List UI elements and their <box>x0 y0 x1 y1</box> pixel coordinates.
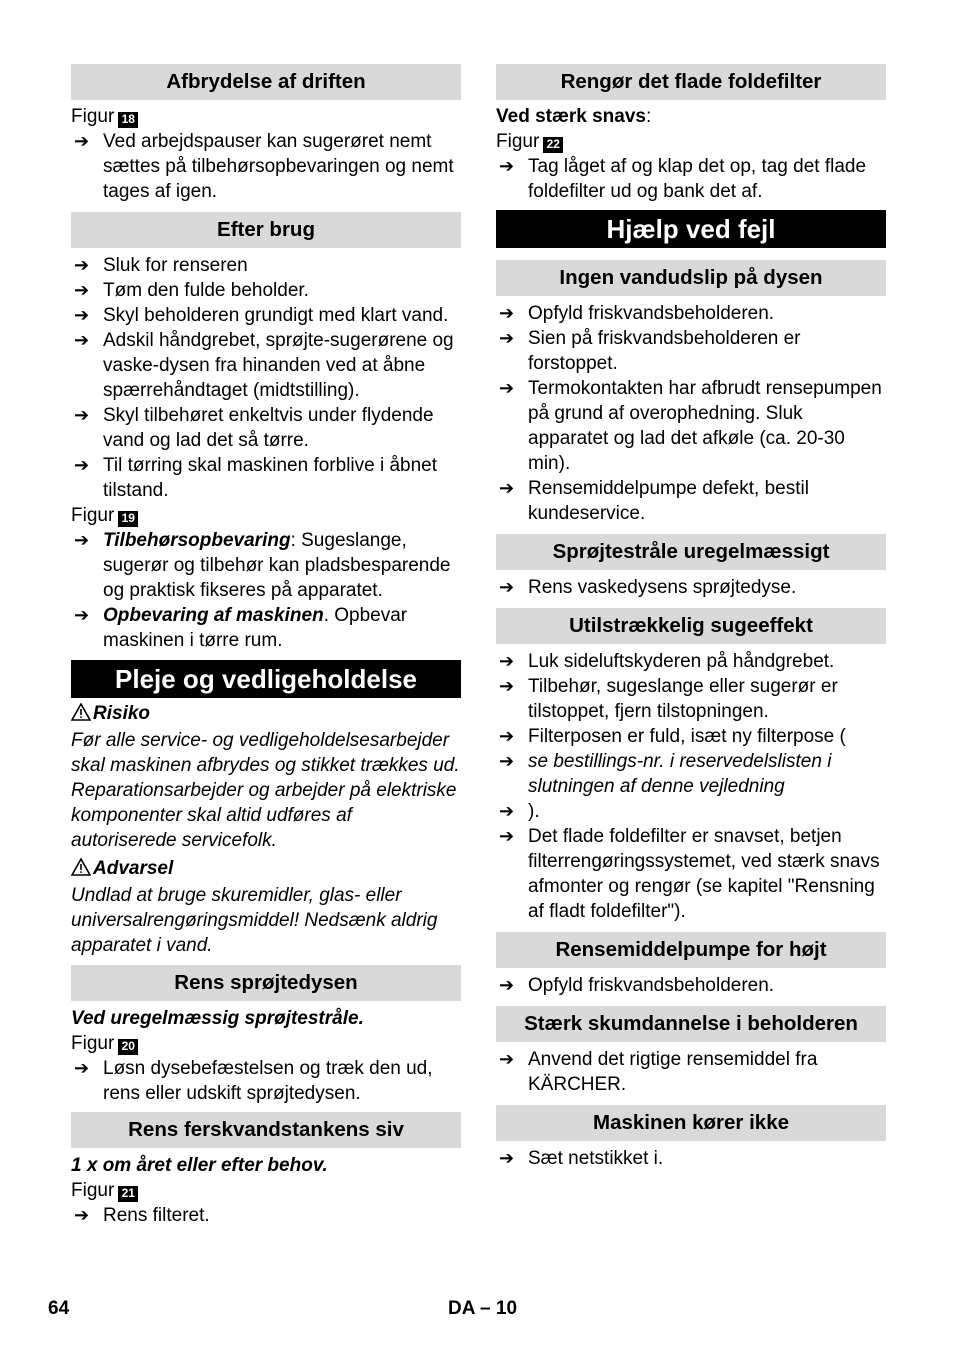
arrow-icon: ➔ <box>74 305 90 325</box>
list-item-text: Luk sideluftskyderen på håndgrebet. <box>528 651 835 672</box>
chapter-heading-pleje: Pleje og vedligeholdelse <box>71 660 461 698</box>
list-item <box>71 453 461 503</box>
figure-number-icon: 18 <box>118 112 138 128</box>
section-intro: 1 x om året eller efter behov. <box>71 1155 328 1176</box>
section-intro <box>496 104 886 129</box>
list-item <box>496 824 886 924</box>
intro-bold: Ved stærk snavs <box>496 106 646 127</box>
list-item-text: Filterposen er fuld, isæt ny filterpose ( <box>528 726 846 747</box>
list-item-text: Opfyld friskvandsbeholderen. <box>528 975 775 996</box>
list-item-text: Tøm den fulde beholder. <box>103 280 309 301</box>
section-heading-sugeeffekt: Utilstrækkelig sugeeffekt <box>496 608 886 644</box>
section-intro: Ved uregelmæssig sprøjtestråle. <box>71 1008 364 1029</box>
language-code: DA <box>448 1298 475 1319</box>
arrow-icon: ➔ <box>499 328 515 348</box>
list-item <box>496 749 886 799</box>
warning-triangle-icon <box>71 703 93 728</box>
risiko-label: Risiko <box>93 703 151 724</box>
page-locale <box>448 1298 517 1320</box>
list-item <box>496 1047 886 1097</box>
section-heading-efter-brug: Efter brug <box>71 212 461 248</box>
list-item <box>71 603 461 653</box>
list-item <box>496 973 886 998</box>
list-item <box>496 476 886 526</box>
arrow-icon: ➔ <box>74 605 90 625</box>
figure-number-icon: 19 <box>118 511 138 527</box>
figure-label: Figur <box>71 106 115 127</box>
list-item-text: Rensemiddelpumpe defekt, bestil kundeservice. <box>528 478 809 524</box>
list-item-text: Det flade foldefilter er snavset, betjen filterrengøringssystemet, ved stærk snavs afmonter og rengør (se kapitel "Rensning af fladt foldefilter"). <box>528 826 880 922</box>
figure-ref <box>71 1031 461 1056</box>
list-item <box>496 1146 886 1171</box>
list-item <box>71 278 461 303</box>
figure-label: Figur <box>71 505 115 526</box>
list-item <box>71 403 461 453</box>
list-item-text: Rens vaskedysens sprøjtedyse. <box>528 577 797 598</box>
list-item-text: : Sugeslange, sugerør og tilbehør kan pladsbesparende og praktisk fikseres på apparatet. <box>103 530 451 601</box>
list-item-text: Termokontakten har afbrudt rensepumpen på grund af overophedning. Sluk apparatet og lad det afkøle (ca. 20-30 min). <box>528 378 882 474</box>
list-item-text: Til tørring skal maskinen forblive i åbnet tilstand. <box>103 455 438 501</box>
arrow-icon: ➔ <box>74 1205 90 1225</box>
list-item-text: Tag låget af og klap det op, tag det flade foldefilter ud og bank det af. <box>528 156 867 202</box>
list-item-text: Opfyld friskvandsbeholderen. <box>528 303 775 324</box>
right-column <box>496 64 886 1171</box>
list-item <box>71 129 461 204</box>
figure-number-icon: 22 <box>543 137 563 153</box>
arrow-icon: ➔ <box>74 1058 90 1078</box>
warning-triangle-icon <box>71 858 93 883</box>
list-item <box>71 1203 461 1228</box>
list-item-text: Rens filteret. <box>103 1205 210 1226</box>
list-item <box>496 724 886 749</box>
list-item <box>496 154 886 204</box>
figure-ref <box>71 1178 461 1203</box>
arrow-icon: ➔ <box>499 1049 515 1069</box>
list-item <box>496 301 886 326</box>
footer-dash: – <box>480 1298 491 1319</box>
figure-number-icon: 21 <box>118 1186 138 1202</box>
risiko-text: Før alle service- og vedligeholdelsesarbejder skal maskinen afbrydes og stikket trækkes ud. <box>71 730 460 776</box>
section-heading-rens-ferskvandstank: Rens ferskvandstankens siv <box>71 1112 461 1148</box>
section-heading-afbrydelse: Afbrydelse af driften <box>71 64 461 100</box>
figure-label: Figur <box>496 131 540 152</box>
arrow-icon: ➔ <box>74 280 90 300</box>
section-heading-rensemiddelpumpe: Rensemiddelpumpe for højt <box>496 932 886 968</box>
list-item <box>71 528 461 603</box>
arrow-icon: ➔ <box>74 455 90 475</box>
arrow-icon: ➔ <box>499 478 515 498</box>
list-item-text: Adskil håndgrebet, sprøjte-sugerørene og vaske-dysen fra hinanden ved at åbne spærrehåndtaget (midtstilling). <box>103 330 454 401</box>
arrow-icon: ➔ <box>74 330 90 350</box>
list-item <box>71 253 461 278</box>
arrow-icon: ➔ <box>74 255 90 275</box>
arrow-icon: ➔ <box>74 131 90 151</box>
arrow-icon: ➔ <box>499 801 515 821</box>
section-page-number: 10 <box>495 1298 518 1319</box>
list-item-text: Skyl beholderen grundigt med klart vand. <box>103 305 449 326</box>
list-item-bold: Opbevaring af maskinen <box>103 605 324 626</box>
risiko-text-2: Reparationsarbejder og arbejder på elektriske komponenter skal altid udføres af autoriserede servicefolk. <box>71 780 457 851</box>
list-item <box>496 799 886 824</box>
section-heading-ingen-vandudslip: Ingen vandudslip på dysen <box>496 260 886 296</box>
list-item-text: . Opbevar maskinen i tørre rum. <box>103 605 408 651</box>
list-item <box>71 1056 461 1106</box>
section-heading-sprojtestrale: Sprøjtestråle uregelmæssigt <box>496 534 886 570</box>
arrow-icon: ➔ <box>499 826 515 846</box>
figure-ref <box>496 129 886 154</box>
list-item-text: ). <box>528 801 540 822</box>
list-item <box>496 674 886 724</box>
chapter-heading-hjaelp: Hjælp ved fejl <box>496 210 886 248</box>
section-heading-rens-sprojtedysen: Rens sprøjtedysen <box>71 965 461 1001</box>
advarsel-heading <box>71 856 461 883</box>
figure-number-icon: 20 <box>118 1039 138 1055</box>
figure-label: Figur <box>71 1180 115 1201</box>
arrow-icon: ➔ <box>499 577 515 597</box>
section-heading-rengor-foldefilter: Rengør det flade foldefilter <box>496 64 886 100</box>
arrow-icon: ➔ <box>499 378 515 398</box>
list-item <box>496 649 886 674</box>
arrow-icon: ➔ <box>499 751 515 771</box>
figure-ref <box>71 104 461 129</box>
list-item <box>496 575 886 600</box>
left-column <box>71 64 461 1228</box>
arrow-icon: ➔ <box>499 676 515 696</box>
arrow-icon: ➔ <box>499 156 515 176</box>
arrow-icon: ➔ <box>499 1148 515 1168</box>
list-item <box>496 326 886 376</box>
intro-rest: : <box>645 106 652 127</box>
list-item-text: Sien på friskvandsbeholderen er forstoppet. <box>528 328 801 374</box>
list-item-text: Løsn dysebefæstelsen og træk den ud, rens eller udskift sprøjtedysen. <box>103 1058 433 1104</box>
list-item-text: Skyl tilbehøret enkeltvis under flydende vand og lad det så tørre. <box>103 405 434 451</box>
figure-label: Figur <box>71 1033 115 1054</box>
list-item-text: Sæt netstikket i. <box>528 1148 664 1169</box>
list-item-bold: Tilbehørsopbevaring <box>103 530 291 551</box>
arrow-icon: ➔ <box>499 975 515 995</box>
list-item <box>71 303 461 328</box>
arrow-icon: ➔ <box>74 405 90 425</box>
section-heading-korer-ikke: Maskinen kører ikke <box>496 1105 886 1141</box>
page-number: 64 <box>48 1298 70 1319</box>
list-item <box>496 376 886 476</box>
list-item-text: Anvend det rigtige rensemiddel fra KÄRCHER. <box>528 1049 818 1095</box>
advarsel-label: Advarsel <box>93 858 174 879</box>
section-heading-skumdannelse: Stærk skumdannelse i beholderen <box>496 1006 886 1042</box>
risiko-heading <box>71 701 461 728</box>
arrow-icon: ➔ <box>499 303 515 323</box>
advarsel-text: Undlad at bruge skuremidler, glas- eller universalrengøringsmiddel! Nedsænk aldrig apparatet i vand. <box>71 885 438 956</box>
arrow-icon: ➔ <box>499 726 515 746</box>
list-item-text: Tilbehør, sugeslange eller sugerør er tilstoppet, fjern tilstopningen. <box>528 676 838 722</box>
list-item-text: Sluk for renseren <box>103 255 248 276</box>
arrow-icon: ➔ <box>499 651 515 671</box>
list-item-text: Ved arbejdspauser kan sugerøret nemt sættes på tilbehørsopbevaringen og nemt tages af igen. <box>103 131 454 202</box>
arrow-icon: ➔ <box>74 530 90 550</box>
list-item <box>71 328 461 403</box>
list-item-text: se bestillings-nr. i reservedelslisten i slutningen af denne vejledning <box>528 751 832 797</box>
figure-ref <box>71 503 461 528</box>
